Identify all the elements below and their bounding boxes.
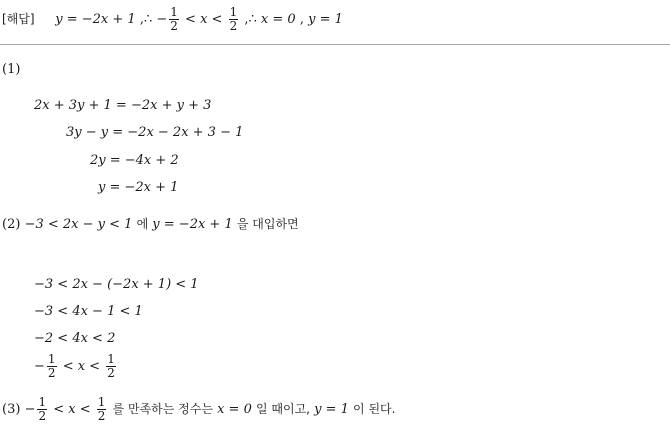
- part2-statement: [2, 216, 299, 233]
- part3-statement: [2, 396, 395, 423]
- part1-equation-1: 2x + 3y + 1 = −2x + y + 3: [34, 98, 212, 113]
- part2-substitution: y = −2x + 1: [152, 217, 233, 232]
- part2-step4-middle: < x <: [62, 359, 101, 374]
- header-fraction-left: $\frac{1}{2}$: [170, 5, 178, 33]
- header-comma: ,: [299, 12, 304, 27]
- header-y-value: y = 1: [308, 12, 343, 27]
- part3-text-b: 일 때이고,: [255, 402, 310, 416]
- header-x-value: x = 0: [260, 12, 296, 27]
- part2-step4-minus: −: [34, 359, 45, 374]
- part2-text-a: 에: [136, 217, 149, 231]
- part3-text-c: 이 된다.: [353, 402, 396, 416]
- part3-x-value: x = 0: [217, 402, 252, 417]
- part3-fraction-right: $\frac{1}{2}$: [97, 395, 106, 423]
- part2-step4-fraction-right: $\frac{1}{2}$: [107, 352, 115, 380]
- part1-equation-3: 2y = −4x + 2: [90, 153, 179, 168]
- part2-text-b: 을 대입하면: [236, 217, 299, 231]
- part2-step-2: −3 < 4x − 1 < 1: [34, 304, 143, 319]
- header-fraction-right: $\frac{1}{2}$: [229, 5, 238, 33]
- part2-step-4: [34, 353, 118, 380]
- part3-fraction-left: $\frac{1}{2}$: [38, 395, 47, 423]
- header-line-equation: y = −2x + 1: [55, 12, 136, 27]
- part2-inequality: −3 < 2x − y < 1: [24, 217, 133, 232]
- answer-label: [해답]: [2, 12, 35, 26]
- part1-equation-4: y = −2x + 1: [98, 180, 179, 195]
- header-minus: −: [156, 12, 168, 27]
- part2-step4-fraction-left: $\frac{1}{2}$: [47, 352, 56, 380]
- part3-middle: < x <: [53, 402, 91, 417]
- part3-y-value: y = 1: [314, 402, 349, 417]
- part3-text-a: 를 만족하는 정수는: [112, 402, 213, 416]
- therefore-mark: ,∴: [139, 12, 153, 27]
- part3-label: (3): [2, 402, 21, 417]
- answer-header: [2, 6, 343, 33]
- part1-equation-2: 3y − y = −2x − 2x + 3 − 1: [66, 125, 244, 140]
- part3-minus: −: [24, 402, 36, 417]
- header-divider: [0, 44, 670, 45]
- part2-label: (2): [2, 217, 21, 232]
- part2-step-1: −3 < 2x − (−2x + 1) < 1: [34, 277, 199, 292]
- header-inequality-middle: < x <: [185, 12, 223, 27]
- therefore-mark-2: ,∴: [244, 12, 257, 27]
- part2-step-3: −2 < 4x < 2: [34, 331, 116, 346]
- part1-label: (1): [2, 62, 21, 77]
